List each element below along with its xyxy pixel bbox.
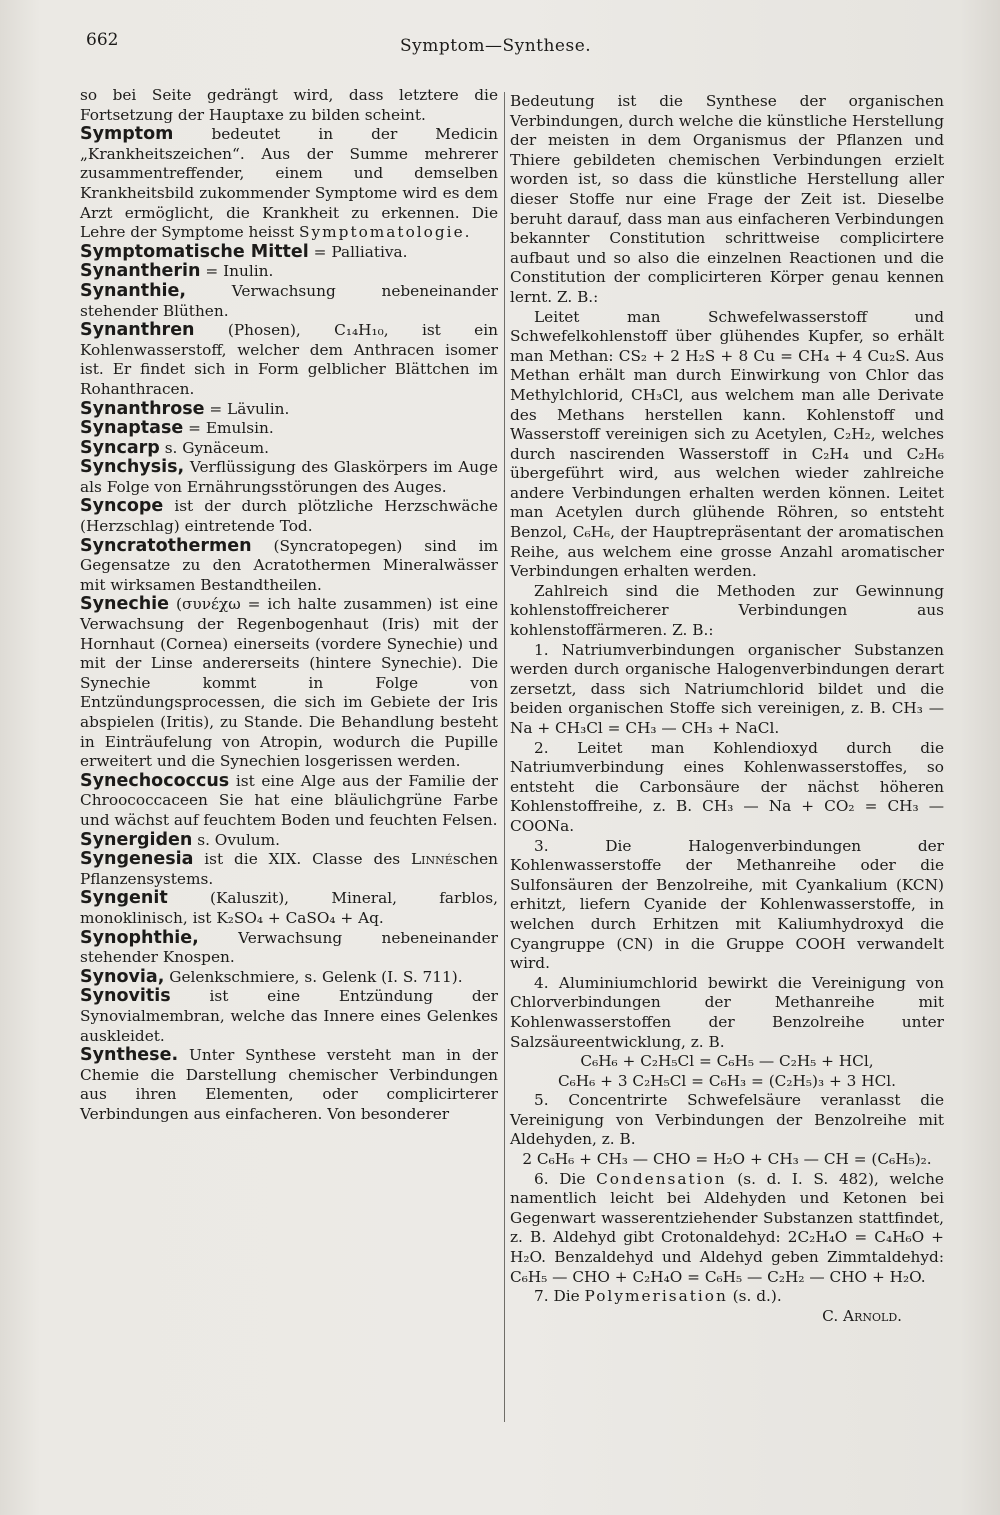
entry-text: ist der durch plötzliche Herzschwäche (Herzschlag) eintretende Tod.: [80, 497, 498, 536]
equation: 2 C₆H₆ + CH₃ — CHO = H₂O + CH₃ — CH = (C₆H₅)₂.: [522, 1150, 932, 1169]
entry-text: (Syncratopegen) sind im Gegensatze zu den Acratothermen Mineralwässer mit wirksamen Bestandtheilen.: [80, 536, 498, 594]
entry-syncope: [80, 497, 498, 536]
entry-headword: Symptom: [80, 124, 174, 145]
item-text: (s. d. I. S. 482), welche namentlich leicht bei Aldehyden und Ketonen bei Gegenwart wasserentziehender Substanzen stattfindet, z. B. Aldehyd gibt Crotonaldehyd: 2C₂H₄O = C₄H₆O + H₂O. Benzaldehyd und Aldehyd geben Zimmtaldehyd: C₆H₅ — CHO + C₂H₄O = C₆H₅ — C₂H₂ — CHO + H₂O.: [510, 1169, 944, 1286]
entry-headword: Synophthie,: [80, 927, 199, 948]
entry-headword: Synthese.: [80, 1045, 179, 1066]
entry-headword: Synaptase: [80, 418, 184, 439]
entry-headword: Synanthrose: [80, 398, 205, 419]
item-term: Condensation: [596, 1169, 727, 1188]
entry-headword: Synovia,: [80, 966, 165, 987]
entry-text: = Emulsin.: [188, 419, 274, 438]
paragraph: Bedeutung ist die Synthese der organischen Verbindungen, durch welche die künstliche Herstellung der meisten in dem Organismus der Pflanzen und Thiere gebildeten chemischen Verbindungen erzielt worden ist, so dass die künstliche Herstellung aller dieser Stoffe nur eine Frage der Zeit ist. Dieselbe beruht darauf, dass man aus einfacheren Verbindungen bekannter Constitution schrittweise complicirtere aufbaut und so also die einzelnen Reactionen und die Constitution der complicirteren Körper genau kennen lernt. Z. B.:: [510, 92, 944, 306]
entry-text: = Inulin.: [205, 262, 274, 281]
entry-headword: Synergiden: [80, 829, 193, 850]
entry-text: Verflüssigung des Glaskörpers im Auge als Folge von Ernährungsstörungen des Auges.: [80, 458, 498, 496]
entry-headword: Synanthie,: [80, 280, 187, 301]
page-number: 662: [86, 30, 119, 50]
entry-synanthie: [80, 282, 498, 321]
entry-headword: Syncarp: [80, 437, 160, 458]
item-number: 7. Die: [534, 1287, 580, 1306]
method-item: 4. Aluminiumchlorid bewirkt die Vereinigung von Chlorverbindungen der Methanreihe mit Kohlenwasserstoffen der Benzolreihe unter Salzsäureentwicklung, z. B.: [510, 973, 944, 1051]
entry-headword: Synechie: [80, 594, 170, 615]
entry-text: = Palliativa.: [313, 242, 408, 261]
entry-text: bedeutet in der Medicin „Krankheitszeichen“. Aus der Summe mehrerer zusammentreffender, einem und demselben Krankheitsbild zukommender Symptome wird es dem Arzt ermöglicht, die Krankheit zu erkennen. Die Lehre der Symptome heisst: [80, 125, 498, 242]
item-number: 6. Die: [534, 1169, 586, 1188]
paragraph: Leitet man Schwefelwasserstoff und Schwefelkohlenstoff über glühendes Kupfer, so erhält man Methan: CS₂ + 2 H₂S + 8 Cu = CH₄ + 4 Cu₂S. Aus Methan erhält man durch Einwirkung von Chlor das Methylchlorid, CH₃Cl, aus welchem man alle Derivate des Methans herstellen kann. Kohlenstoff und Wasserstoff vereinigen sich zu Acetylen, C₂H₂, welches durch nascirenden Wasserstoff in C₂H₄ und C₂H₆ übergeführt wird, aus welchen wieder zahlreiche andere Verbindungen erhalten werden können. Leitet man Acetylen durch glühende Röhren, so entsteht Benzol, C₆H₆, der Hauptrepräsentant der aromatischen Reihe, aus welchem eine grosse Anzahl aromatischer Verbindungen erhalten werden.: [510, 307, 944, 581]
method-item: 2. Leitet man Kohlendioxyd durch die Natriumverbindung eines Kohlenwasserstoffes, so entsteht die Carbonsäure der nächst höheren Kohlenstoffreihe, z. B. CH₃ — Na + CO₂ = CH₃ — COONa.: [510, 738, 944, 835]
entry-synthese: [80, 1046, 498, 1124]
entry-text: ist die XIX. Classe des: [204, 850, 401, 869]
method-item: 1. Natriumverbindungen organischer Substanzen werden durch organische Halogenverbindungen derart zersetzt, dass sich Natriumchlorid bildet und die beiden organischen Stoffe sich vereinigen, z. B. CH₃ — Na + CH₃Cl = CH₃ — CH₃ + NaCl.: [510, 640, 944, 737]
entry-synanthren: [80, 321, 498, 399]
author-signature: C. Arnold.: [822, 1306, 902, 1325]
left-column: [80, 86, 498, 1124]
entry-synophthie: [80, 929, 498, 968]
entry-text: (Kaluszit), Mineral, farblos, monoklinisch, ist K₂SO₄ + CaSO₄ + Aq.: [80, 889, 498, 927]
entry-headword: Syncope: [80, 496, 164, 517]
entry-text: Gelenkschmiere, s. Gelenk (I. S. 711).: [169, 967, 463, 986]
entry-text: s. Gynäceum.: [164, 438, 269, 457]
author-name: Linné: [411, 850, 453, 869]
entry-synovia: [80, 968, 498, 988]
paragraph: Zahlreich sind die Methoden zur Gewinnung kohlenstoffreicherer Verbindungen aus kohlenstoffärmeren. Z. B.:: [510, 581, 944, 640]
entry-synechococcus: [80, 772, 498, 831]
entry-synantherin: [80, 262, 498, 282]
entry-headword: Synantherin: [80, 261, 201, 282]
entry-headword: Synchysis,: [80, 457, 185, 478]
equation: C₆H₆ + 3 C₂H₅Cl = C₆H₃ = (C₂H₅)₃ + 3 HCl.: [557, 1071, 897, 1090]
entry-symptomatische-mittel: [80, 243, 498, 263]
running-title: Symptom—Synthese.: [400, 36, 592, 56]
method-item: 3. Die Halogenverbindungen der Kohlenwasserstoffe der Methanreihe oder die Sulfonsäuren der Benzolreihe, mit Cyankalium (KCN) erhitzt, liefern Cyanide der Kohlenwasserstoffe, in welchen durch Erhitzen mit Kaliumhydroxyd die Cyangruppe (CN) in die Gruppe COOH verwandelt wird.: [510, 836, 944, 973]
entry-text: s. Ovulum.: [197, 830, 280, 849]
entry-text: ist eine Alge aus der Familie der Chroococcaceen Sie hat eine bläulichgrüne Farbe und wächst auf feuchtem Boden und feuchten Felsen.: [80, 771, 498, 829]
item-text: (s. d.).: [732, 1287, 782, 1306]
entry-synanthrose: [80, 400, 498, 420]
entry-synechie: [80, 595, 498, 771]
entry-symptom: [80, 125, 498, 243]
entry-text: Verwachsung nebeneinander stehender Blüthen.: [80, 281, 498, 320]
entry-syncarp: [80, 439, 498, 459]
entry-synovitis: [80, 987, 498, 1046]
entry-syngenit: [80, 889, 498, 928]
entry-headword: Synovitis: [80, 986, 171, 1007]
entry-text: (Phosen), C₁₄H₁₀, ist ein Kohlenwasserstoff, welcher dem Anthracen isomer ist. Er findet sich in Form gelblicher Blättchen im Rohanthracen.: [80, 321, 498, 398]
entry-text: ist eine Entzündung der Synovialmembran, welche das Innere eines Gelenkes auskleidet.: [80, 987, 498, 1045]
method-item: [510, 1170, 944, 1288]
entry-text: (συνέχω = ich halte zusammen) ist eine Verwachsung der Regenbogenhaut (Iris) mit der Hornhaut (Cornea) einerseits (vordere Synechie) und mit der Linse andererseits (hintere Synechie). Die Synechie kommt in Folge von Entzündungsprocessen, die sich im Gebiete der Iris abspielen (Iritis), zu Stande. Die Behandlung besteht in Einträufelung von Atropin, wodurch die Pupille erweitert und die Synechien losgerissen werden.: [80, 595, 499, 771]
entry-headword: Synanthren: [80, 320, 195, 341]
item-term: Polymerisation: [584, 1287, 728, 1306]
entry-syncratothermen: [80, 537, 498, 596]
continuation-text: so bei Seite gedrängt wird, dass letztere die Fortsetzung der Hauptaxe zu bilden scheint.: [80, 86, 498, 124]
entry-synaptase: [80, 419, 498, 439]
entry-syngenesia: [80, 850, 498, 889]
entry-headword: Syngenit: [80, 888, 168, 909]
entry-text: Unter Synthese versteht man in der Chemie die Darstellung chemischer Verbindungen aus ihren Elementen, oder complicirterer Verbindungen aus einfacheren. Von besonderer: [80, 1046, 498, 1123]
entry-headword: Symptomatische Mittel: [80, 241, 309, 262]
entry-headword: Syncratothermen: [80, 535, 252, 556]
entry-text: schen Pflanzensystems.: [80, 850, 498, 888]
entry-headword: Syngenesia: [80, 849, 194, 870]
method-item: [510, 1287, 944, 1307]
equation: C₆H₆ + C₂H₅Cl = C₆H₅ — C₂H₅ + HCl,: [580, 1052, 874, 1071]
column-divider: [504, 92, 505, 1422]
entry-term: Symptomatologie.: [299, 223, 472, 242]
method-item: 5. Concentrirte Schwefelsäure veranlasst die Vereinigung von Verbindungen der Benzolreihe mit Aldehyden, z. B.: [510, 1091, 944, 1149]
entry-synchysis: [80, 458, 498, 497]
entry-text: = Lävulin.: [209, 399, 290, 418]
entry-headword: Synechococcus: [80, 770, 230, 791]
right-column: [510, 92, 944, 1326]
entry-synergiden: [80, 831, 498, 851]
entry-text: Verwachsung nebeneinander stehender Knospen.: [80, 928, 498, 967]
